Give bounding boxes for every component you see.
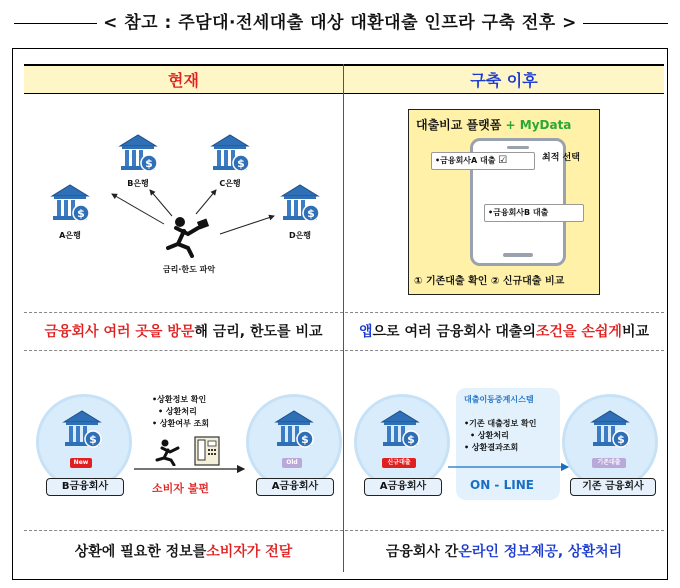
page-title bbox=[0, 8, 680, 33]
caption-after-highlight: 조건을 손쉽게 bbox=[535, 324, 622, 340]
relay-steps bbox=[464, 418, 537, 454]
bank-d-label: D은행 bbox=[288, 231, 312, 240]
repay-step-2: • 상환처리 bbox=[158, 407, 197, 416]
caption-after-end: 비교 bbox=[621, 324, 649, 340]
caption-repay-after bbox=[344, 532, 664, 570]
best-select-label: 최적 선택 bbox=[542, 153, 580, 163]
relay-step-2: • 상환처리 bbox=[470, 431, 509, 440]
caption-current bbox=[24, 314, 343, 348]
caption-current-rest: 해 금리, 한도를 비교 bbox=[194, 324, 323, 340]
person-caption: 금리·한도 파악 bbox=[162, 265, 216, 274]
phone-home-bar bbox=[503, 253, 533, 257]
old-tag: Old bbox=[282, 458, 302, 468]
caption-after bbox=[344, 314, 664, 348]
header-after: 구축 이후 bbox=[344, 64, 664, 94]
loan-b-text: •금융회사B 대출 bbox=[488, 208, 549, 217]
new-loan-bank-name: A금융회사 bbox=[364, 478, 442, 496]
caption-repay-current-rest: 상환에 필요한 정보를 bbox=[74, 544, 207, 560]
loan-a-text: •금융회사A 대출 bbox=[435, 156, 496, 165]
new-loan-tag: 신규대출 bbox=[382, 458, 416, 468]
visit-arrows bbox=[24, 64, 343, 294]
old-loan-bank-icon bbox=[590, 408, 630, 452]
burden-label: 소비자 불편 bbox=[152, 482, 209, 495]
running-person-icon bbox=[162, 214, 212, 258]
bank-a-label: A은행 bbox=[59, 231, 81, 240]
online-label: ON - LINE bbox=[470, 478, 534, 492]
old-bank-name: A금융회사 bbox=[256, 478, 334, 496]
repay-step-3: • 상환여부 조회 bbox=[152, 419, 210, 428]
online-arrow bbox=[444, 460, 574, 474]
header-current: 현재 bbox=[24, 64, 343, 94]
caption-after-mid: 으로 여러 금융회사 대출의 bbox=[372, 324, 536, 340]
new-bank-name: B금융회사 bbox=[46, 478, 124, 496]
repay-step-1: •상환정보 확인 bbox=[152, 395, 207, 404]
caption-after-app: 앱 bbox=[358, 324, 373, 340]
bank-c-label: C은행 bbox=[219, 179, 241, 188]
relay-step-1: •기존 대출정보 확인 bbox=[464, 419, 537, 428]
row-divider-3 bbox=[24, 530, 664, 531]
new-bank-icon bbox=[62, 408, 102, 452]
new-tag: New bbox=[70, 458, 92, 468]
caption-current-highlight: 금융회사 여러 곳을 방문 bbox=[44, 324, 195, 340]
bank-b-label: B은행 bbox=[127, 179, 149, 188]
flow-arrow bbox=[132, 462, 248, 476]
platform-steps: ① 기존대출 확인 ② 신규대출 비교 bbox=[414, 276, 565, 287]
new-loan-bank-icon bbox=[380, 408, 420, 452]
repay-steps bbox=[152, 394, 209, 430]
relay-system-title: 대출이동중계시스템 bbox=[464, 395, 534, 404]
row-divider-1 bbox=[24, 312, 664, 313]
phone-speaker bbox=[507, 146, 529, 149]
caption-repay-current bbox=[24, 532, 343, 570]
page-title-text: < 참고 : 주담대·전세대출 대상 대환대출 인프라 구축 전후 > bbox=[97, 13, 583, 33]
caption-repay-current-highlight: 소비자가 전달 bbox=[206, 544, 293, 560]
check-icon: ☑ bbox=[498, 155, 508, 166]
mydata-text: + MyData bbox=[505, 118, 572, 132]
caption-repay-after-rest: 금융회사 간 bbox=[385, 544, 459, 560]
old-loan-tag: 기존대출 bbox=[592, 458, 626, 468]
platform-title-text: 대출비교 플랫폼 bbox=[416, 118, 502, 132]
loan-b-card bbox=[484, 204, 584, 222]
row-divider-2 bbox=[24, 350, 664, 351]
loan-a-card bbox=[431, 152, 535, 170]
comparison-table bbox=[24, 64, 664, 572]
caption-repay-after-highlight: 온라인 정보제공, 상환처리 bbox=[458, 544, 623, 560]
old-loan-bank-name: 기존 금융회사 bbox=[570, 478, 656, 496]
old-bank-icon bbox=[274, 408, 314, 452]
relay-step-3: • 상환결과조회 bbox=[464, 443, 519, 452]
platform-title bbox=[416, 116, 571, 133]
